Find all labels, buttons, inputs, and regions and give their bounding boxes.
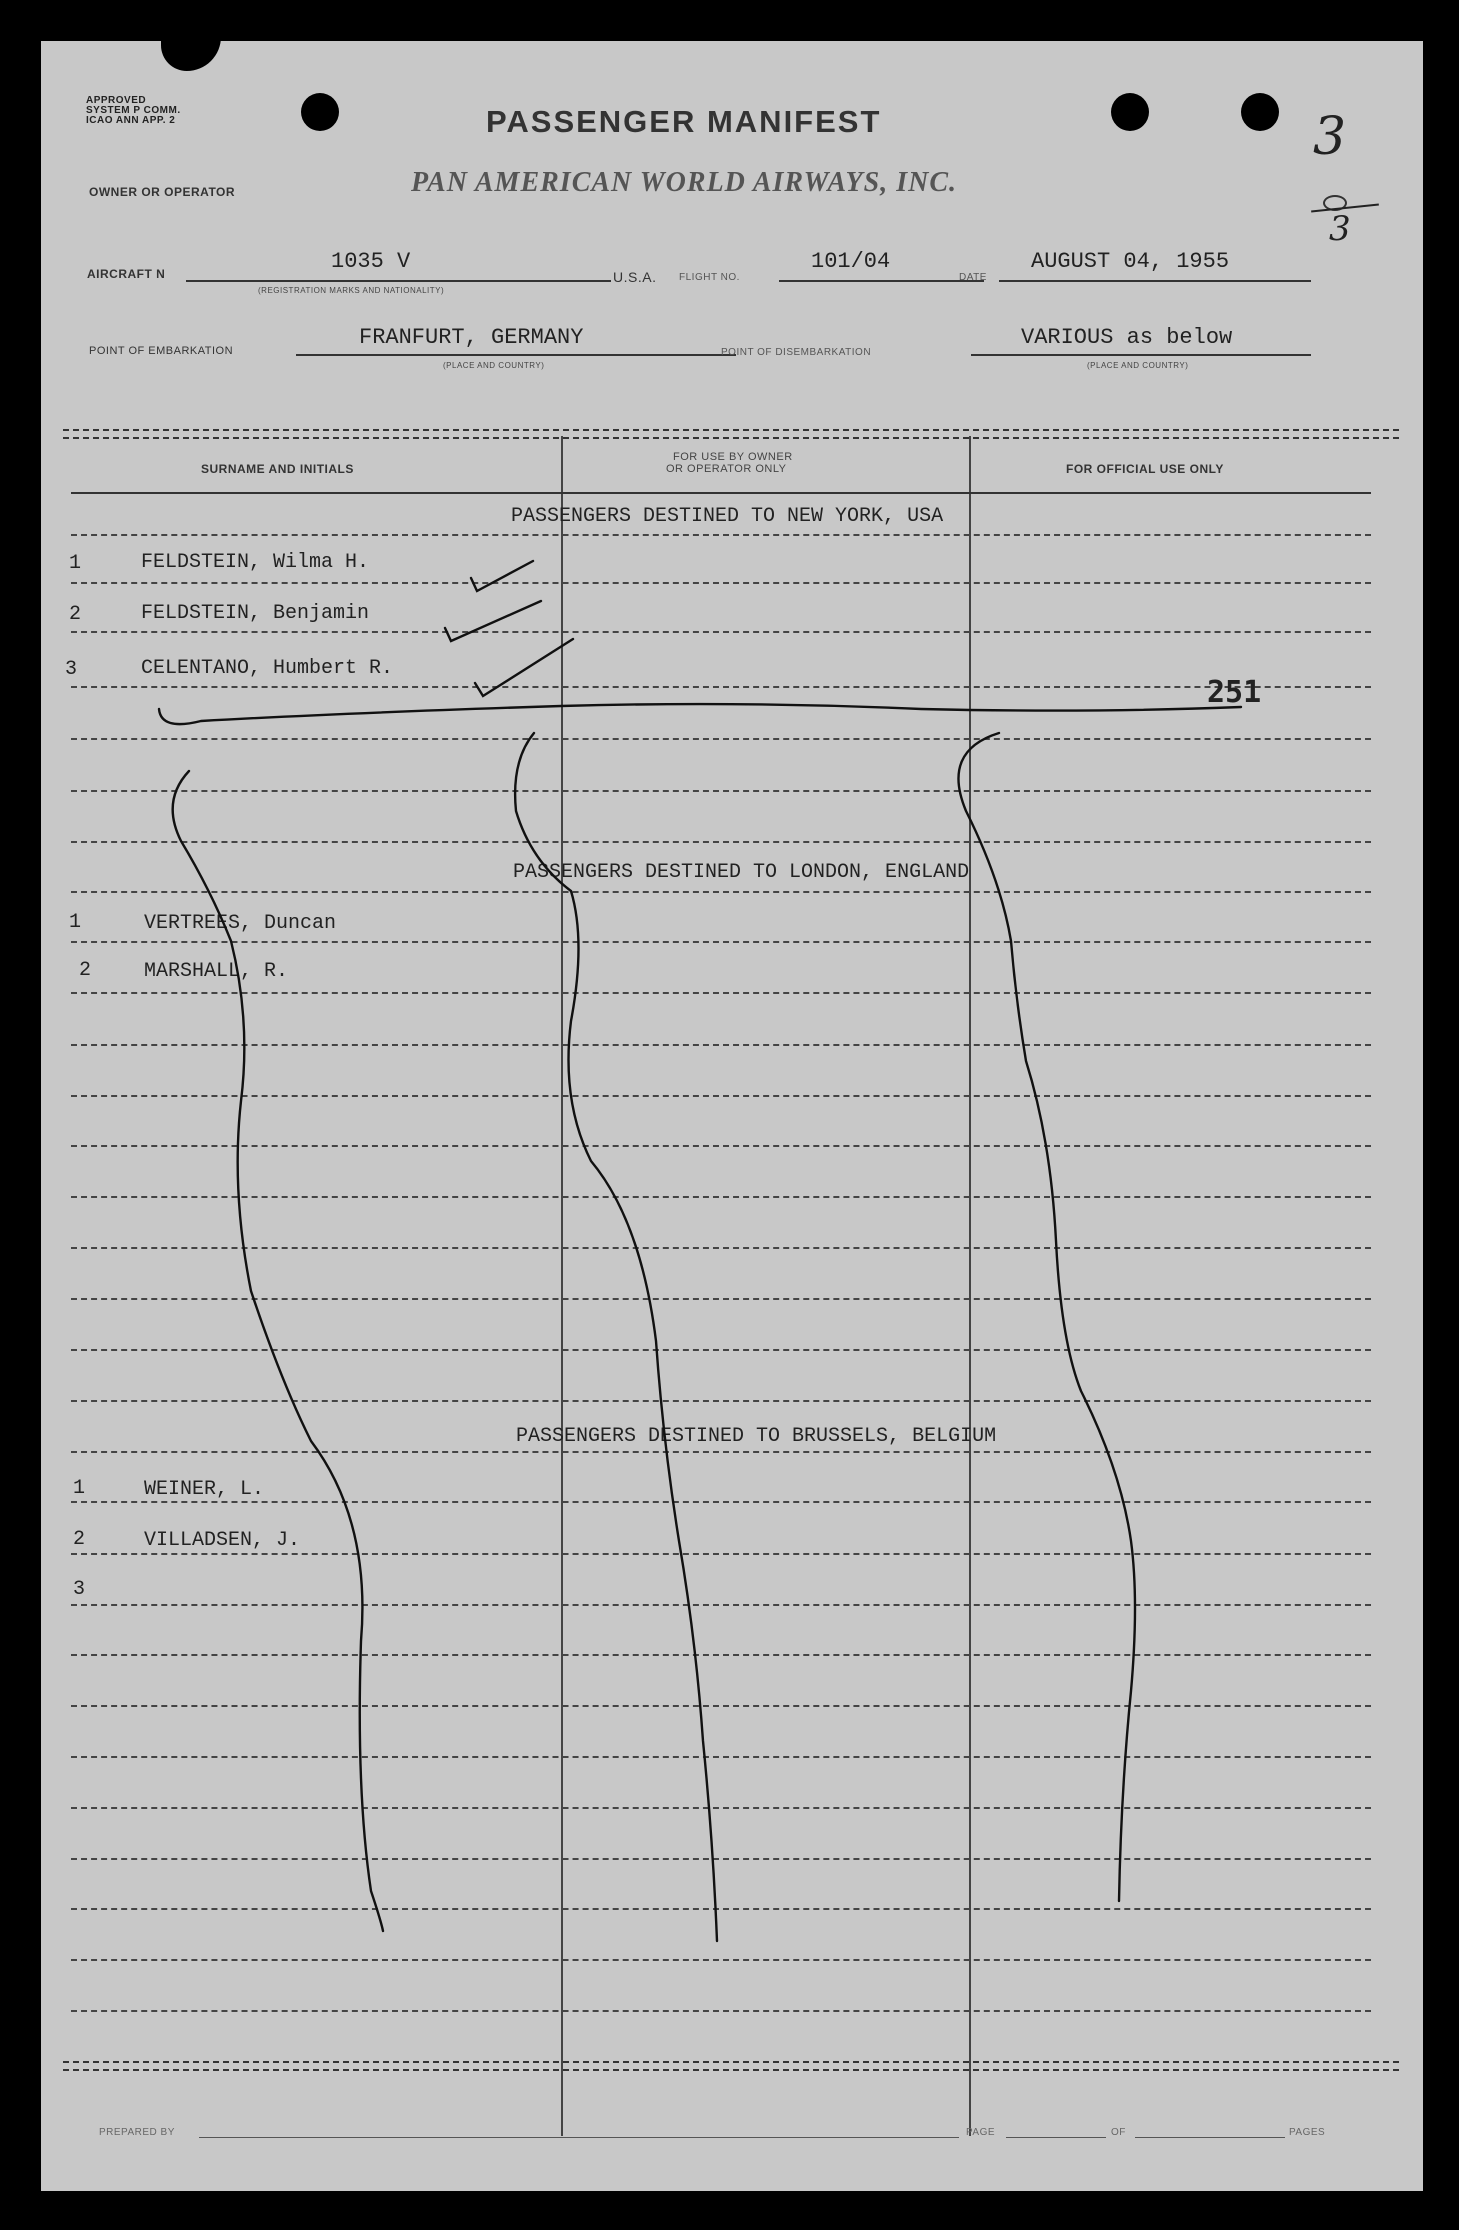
registration-sublabel: (REGISTRATION MARKS AND NATIONALITY): [258, 286, 445, 295]
aircraft-value: 1035 V: [331, 249, 411, 274]
place-sublabel-right: (PLACE AND COUNTRY): [1087, 361, 1189, 370]
handwritten-page-total: 3: [1329, 209, 1351, 249]
place-sublabel-left: (PLACE AND COUNTRY): [443, 361, 545, 370]
row-number: 1: [69, 552, 82, 575]
usa-label: U.S.A.: [613, 269, 657, 285]
group-heading-brussels: PASSENGERS DESTINED TO BRUSSELS, BELGIUM: [516, 1425, 997, 1448]
col-header-official: FOR OFFICIAL USE ONLY: [1066, 462, 1224, 476]
embarkation-label: POINT OF EMBARKATION: [89, 345, 234, 357]
row-number: 3: [65, 658, 78, 681]
passenger-name: VERTREES, Duncan: [144, 912, 337, 935]
row-number: 2: [79, 959, 92, 982]
manifest-sheet: [41, 41, 1423, 2191]
col-header-owner-1: FOR USE BY OWNER: [673, 451, 793, 463]
passenger-name: CELENTANO, Humbert R.: [141, 657, 394, 680]
page-label: PAGE: [966, 2127, 996, 2138]
group-heading-new-york: PASSENGERS DESTINED TO NEW YORK, USA: [511, 505, 944, 528]
row-number: 2: [69, 603, 82, 626]
page-underline: [1006, 2137, 1106, 2138]
date-label: DATE: [959, 272, 987, 283]
row-number: 3: [73, 1578, 86, 1601]
passenger-name: WEINER, L.: [144, 1478, 265, 1501]
owner-label: OWNER OR OPERATOR: [89, 185, 236, 199]
manifest-title: PASSENGER MANIFEST: [486, 104, 882, 139]
prepared-by-label: PREPARED BY: [99, 2127, 175, 2138]
of-label: OF: [1111, 2127, 1126, 2138]
of-underline: [1135, 2137, 1285, 2138]
row-number: 1: [73, 1477, 86, 1500]
pages-label: PAGES: [1289, 2127, 1326, 2138]
col-header-names: SURNAME AND INITIALS: [201, 462, 354, 476]
operator-name: PAN AMERICAN WORLD AIRWAYS, INC.: [411, 167, 958, 198]
approval-line: APPROVED: [86, 95, 147, 106]
handwritten-pen-marks: [41, 41, 1423, 2191]
passenger-name: FELDSTEIN, Wilma H.: [141, 551, 370, 574]
passenger-name: MARSHALL, R.: [144, 960, 289, 983]
row-number: 2: [73, 1528, 86, 1551]
disembarkation-value: VARIOUS as below: [1021, 325, 1233, 350]
date-value: AUGUST 04, 1955: [1031, 249, 1230, 274]
approval-line: ICAO ANN APP. 2: [86, 115, 176, 126]
aircraft-label: AIRCRAFT N: [87, 267, 166, 281]
flight-label: FLIGHT NO.: [679, 272, 740, 283]
flight-value: 101/04: [811, 249, 891, 274]
embarkation-value: FRANFURT, GERMANY: [359, 325, 584, 350]
handwritten-count: 251: [1207, 675, 1262, 710]
group-heading-london: PASSENGERS DESTINED TO LONDON, ENGLAND: [513, 861, 970, 884]
row-number: 1: [69, 911, 82, 934]
prepared-by-underline: [199, 2137, 959, 2138]
handwritten-page-number: 3: [1313, 107, 1347, 167]
disembarkation-label: POINT OF DISEMBARKATION: [721, 347, 872, 358]
passenger-name: FELDSTEIN, Benjamin: [141, 602, 370, 625]
col-header-owner-2: OR OPERATOR ONLY: [666, 463, 787, 475]
passenger-name: VILLADSEN, J.: [144, 1529, 301, 1552]
approval-line: SYSTEM P COMM.: [86, 105, 181, 116]
